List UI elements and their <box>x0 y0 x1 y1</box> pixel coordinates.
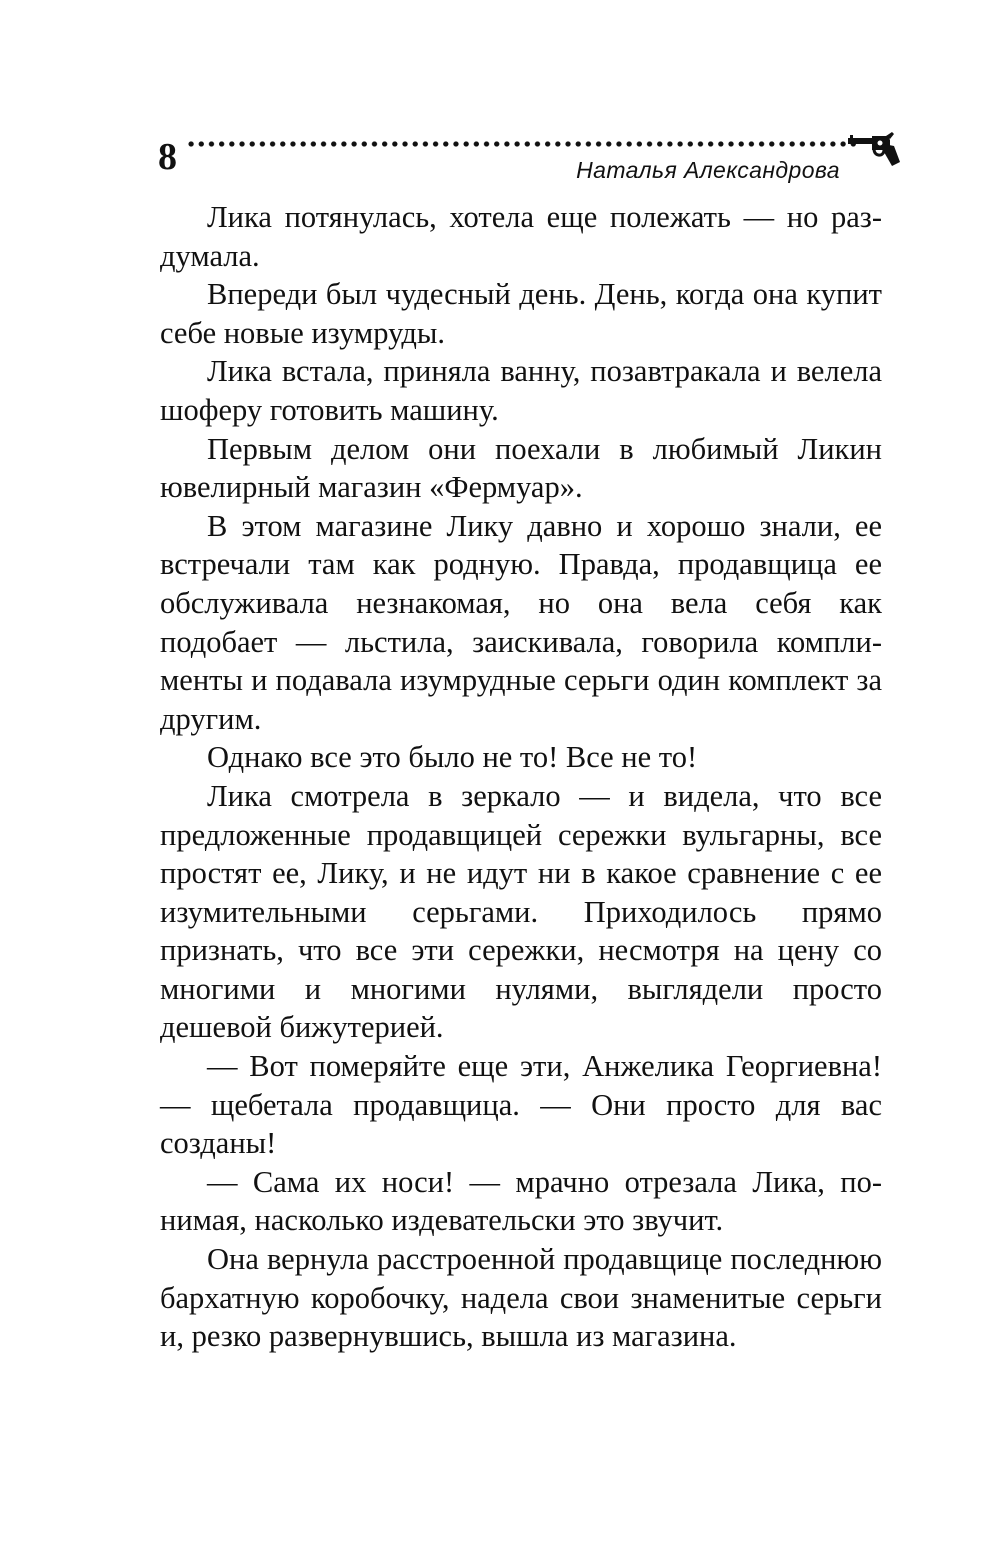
paragraph: — Сама их носи! — мрачно отрезала Лика, понимая, насколько издевательски это звучит. <box>160 1164 882 1238</box>
paragraph: Однако все это было не то! Все не то! <box>207 740 698 775</box>
dot-leader <box>186 138 858 150</box>
paragraph: В этом магазине Лику давно и хорошо знали, ее встречали там как родную. Правда, продавщица ее обслуживала незнакомая, но она вела себя как подобает — льстила, заискивала, говорила комплименты и подавала изумрудные серьги один комплект за другим. <box>160 508 882 736</box>
paragraph: — Вот померяйте еще эти, Анжелика Георгиевна! — щебетала продавщица. — Они просто для вас созданы! <box>160 1049 882 1161</box>
paragraph: Впереди был чудесный день. День, когда она купит себе новые изумруды. <box>160 277 882 350</box>
page-number: 8 <box>158 136 177 178</box>
revolver-icon <box>848 132 900 166</box>
paragraph: Лика встала, приняла ванну, позавтракала и велела шоферу готовить машину. <box>160 354 882 427</box>
running-header <box>158 128 898 188</box>
paragraph: Лика потянулась, хотела еще полежать — но раздумала. <box>160 200 882 273</box>
paragraph: Лика смотрела в зеркало — и видела, что все предложенные продавщицей сережки вульгарны, все простят ее, Лику, и не идут ни в какое сравнение с ее изумительными серьгами. Приходилось прямо признать, что все эти сережки, несмотря на цену со многими и многими нулями, выглядели просто дешевой бижутерией. <box>160 778 882 1045</box>
author-name: Наталья Александрова <box>576 157 840 183</box>
body-text <box>160 198 882 1356</box>
paragraph: Первым делом они поехали в любимый Ликин ювелирный магазин «Фермуар». <box>160 431 882 505</box>
paragraph: Она вернула расстроенной продавщице последнюю бархатную коробочку, надела свои знаменитые серьги и, резко развернувшись, вышла из магазина. <box>160 1242 882 1354</box>
